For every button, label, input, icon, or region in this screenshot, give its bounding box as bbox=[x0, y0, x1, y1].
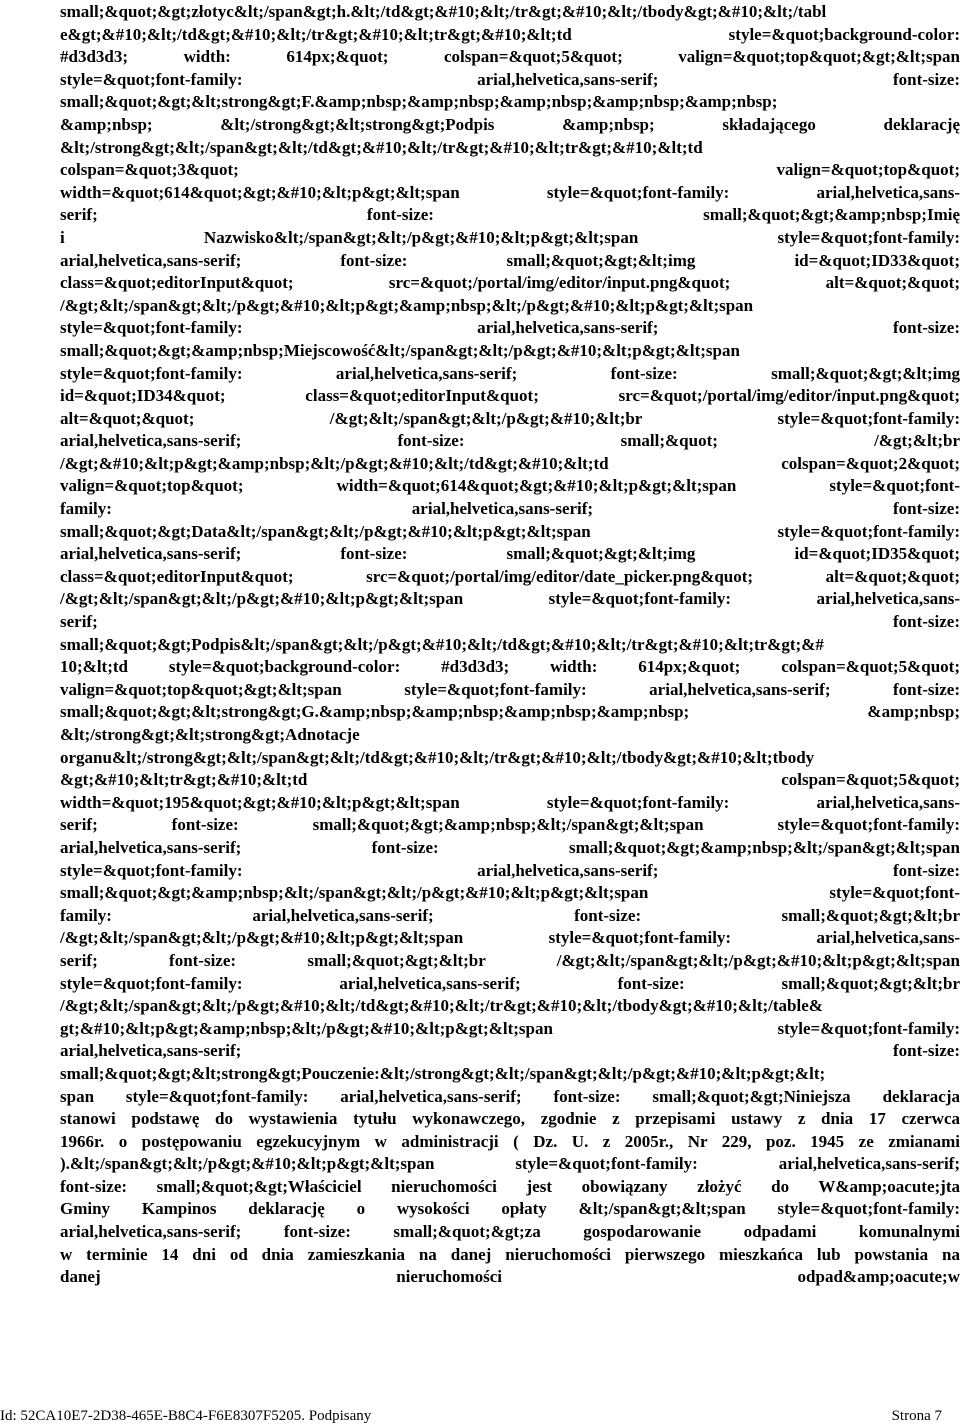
document-line: small;&quot;&gt;złotyc&lt;/span&gt;h.&lt;/td&gt;&#10;&lt;/tr&gt;&#10;&lt;/tbody&gt;&#10;&lt;/tabl bbox=[60, 2, 827, 21]
document-line: serif; font-size: small;&quot;&gt;&amp;nbsp;Imię bbox=[60, 205, 960, 225]
document-line: arial,helvetica,sans-serif; font-size: small;&quot;&gt;za gospodarowanie odpadami komunalnymi bbox=[60, 1222, 960, 1242]
document-line: ).&lt;/span&gt;&lt;/p&gt;&#10;&lt;p&gt;&lt;span style=&quot;font-family: arial,helvetica,sans-serif; bbox=[60, 1154, 960, 1174]
document-line: #d3d3d3; width: 614px;&quot; colspan=&quot;5&quot; valign=&quot;top&quot;&gt;&lt;span bbox=[60, 47, 960, 67]
document-line: colspan=&quot;3&quot; valign=&quot;top&quot; bbox=[60, 160, 960, 180]
page-footer bbox=[0, 1408, 960, 1428]
document-line: &amp;nbsp; &lt;/strong&gt;&lt;strong&gt;Podpis &amp;nbsp; składającego deklarację bbox=[60, 114, 960, 134]
page-number: Strona 7 bbox=[891, 1408, 942, 1424]
document-line: arial,helvetica,sans-serif; font-size: small;&quot;&gt;&lt;img id=&quot;ID35&quot; bbox=[60, 544, 960, 564]
document-line: class=&quot;editorInput&quot; src=&quot;/portal/img/editor/date_picker.png&quot; alt=&quot;&quot; bbox=[60, 566, 960, 586]
document-line: Gminy Kampinos deklarację o wysokości opłaty &lt;/span&gt;&lt;span style=&quot;font-family: bbox=[60, 1199, 960, 1219]
document-line: gt;&#10;&lt;p&gt;&amp;nbsp;&lt;/p&gt;&#10;&lt;p&gt;&lt;span style=&quot;font-family: bbox=[60, 1018, 960, 1038]
document-line: stanowi podstawę do wystawienia tytułu wykonawczego, zgodnie z przepisami ustawy z dnia 17 czerwca bbox=[60, 1109, 960, 1129]
document-line: small;&quot;&gt;&amp;nbsp;Miejscowość&lt;/span&gt;&lt;/p&gt;&#10;&lt;p&gt;&lt;span bbox=[60, 340, 740, 360]
document-line: style=&quot;font-family: arial,helvetica,sans-serif; font-size: small;&quot;&gt;&lt;br bbox=[60, 973, 960, 993]
document-line: serif; font-size: small;&quot;&gt;&lt;br /&gt;&lt;/span&gt;&lt;/p&gt;&#10;&lt;p&gt;&lt;span bbox=[60, 950, 960, 970]
document-line: i Nazwisko&lt;/span&gt;&lt;/p&gt;&#10;&lt;p&gt;&lt;span style=&quot;font-family: bbox=[60, 227, 960, 247]
document-line: small;&quot;&gt;Podpis&lt;/span&gt;&lt;/p&gt;&#10;&lt;/td&gt;&#10;&lt;/tr&gt;&#10;&lt;tr&gt;&# bbox=[60, 634, 824, 654]
document-line: valign=&quot;top&quot;&gt;&lt;span style=&quot;font-family: arial,helvetica,sans-serif; font-size: bbox=[60, 679, 960, 699]
document-line: /&gt;&lt;/span&gt;&lt;/p&gt;&#10;&lt;p&gt;&lt;span style=&quot;font-family: arial,helvetica,sans- bbox=[60, 589, 960, 609]
document-line: arial,helvetica,sans-serif; font-size: small;&quot; /&gt;&lt;br bbox=[60, 431, 960, 451]
document-line: small;&quot;&gt;&lt;strong&gt;F.&amp;nbsp;&amp;nbsp;&amp;nbsp;&amp;nbsp;&amp;nbsp; bbox=[60, 92, 778, 112]
document-line: arial,helvetica,sans-serif; font-size: bbox=[60, 1041, 960, 1061]
document-line: span style=&quot;font-family: arial,helvetica,sans-serif; font-size: small;&quot;&gt;Niniejsza deklaracja bbox=[60, 1086, 960, 1106]
document-line: e&gt;&#10;&lt;/td&gt;&#10;&lt;/tr&gt;&#10;&lt;tr&gt;&#10;&lt;td style=&quot;background-color: bbox=[60, 24, 960, 44]
document-line: 10;&lt;td style=&quot;background-color: #d3d3d3; width: 614px;&quot; colspan=&quot;5&quot; bbox=[60, 657, 960, 677]
document-line: /&gt;&#10;&lt;p&gt;&amp;nbsp;&lt;/p&gt;&#10;&lt;/td&gt;&#10;&lt;td colspan=&quot;2&quot; bbox=[60, 453, 960, 473]
document-line: /&gt;&lt;/span&gt;&lt;/p&gt;&#10;&lt;p&gt;&lt;span style=&quot;font-family: arial,helvetica,sans- bbox=[60, 928, 960, 948]
document-line: family: arial,helvetica,sans-serif; font-size: small;&quot;&gt;&lt;br bbox=[60, 905, 960, 925]
document-line: /&gt;&lt;/span&gt;&lt;/p&gt;&#10;&lt;p&gt;&amp;nbsp;&lt;/p&gt;&#10;&lt;p&gt;&lt;span bbox=[60, 295, 754, 315]
document-line: danej nieruchomości odpad&amp;oacute;w bbox=[60, 1267, 960, 1287]
document-line: &gt;&#10;&lt;tr&gt;&#10;&lt;td colspan=&quot;5&quot; bbox=[60, 770, 960, 790]
document-line: style=&quot;font-family: arial,helvetica,sans-serif; font-size: bbox=[60, 69, 960, 89]
document-line: small;&quot;&gt;Data&lt;/span&gt;&lt;/p&gt;&#10;&lt;p&gt;&lt;span style=&quot;font-family: bbox=[60, 521, 960, 541]
document-line: valign=&quot;top&quot; width=&quot;614&quot;&gt;&#10;&lt;p&gt;&lt;span style=&quot;font- bbox=[60, 476, 960, 496]
document-line: arial,helvetica,sans-serif; font-size: small;&quot;&gt;&lt;img id=&quot;ID33&quot; bbox=[60, 250, 960, 270]
document-line: /&gt;&lt;/span&gt;&lt;/p&gt;&#10;&lt;/td&gt;&#10;&lt;/tr&gt;&#10;&lt;/tbody&gt;&#10;&lt;/table& bbox=[60, 996, 823, 1016]
document-line: serif; font-size: small;&quot;&gt;&amp;nbsp;&lt;/span&gt;&lt;span style=&quot;font-family: bbox=[60, 815, 960, 835]
document-id-text: Id: 52CA10E7-2D38-465E-B8C4-F6E8307F5205. Podpisany bbox=[0, 1408, 372, 1424]
document-line: style=&quot;font-family: arial,helvetica,sans-serif; font-size: small;&quot;&gt;&lt;img bbox=[60, 363, 960, 383]
document-line: small;&quot;&gt;&lt;strong&gt;G.&amp;nbsp;&amp;nbsp;&amp;nbsp;&amp;nbsp; &amp;nbsp; bbox=[60, 702, 960, 722]
document-line: organu&lt;/strong&gt;&lt;/span&gt;&lt;/td&gt;&#10;&lt;/tr&gt;&#10;&lt;/tbody&gt;&#10;&lt;tbody bbox=[60, 747, 815, 767]
document-line: style=&quot;font-family: arial,helvetica,sans-serif; font-size: bbox=[60, 318, 960, 338]
document-line: width=&quot;195&quot;&gt;&#10;&lt;p&gt;&lt;span style=&quot;font-family: arial,helvetica,sans- bbox=[60, 792, 960, 812]
document-line: alt=&quot;&quot; /&gt;&lt;/span&gt;&lt;/p&gt;&#10;&lt;br style=&quot;font-family: bbox=[60, 408, 960, 428]
document-line: 1966r. o postępowaniu egzekucyjnym w administracji ( Dz. U. z 2005r., Nr 229, poz. 1945 ze zmianami bbox=[60, 1131, 960, 1151]
document-line: w terminie 14 dni od dnia zamieszkania na danej nieruchomości pierwszego mieszkańca lub powstania na bbox=[60, 1244, 960, 1264]
document-line: id=&quot;ID34&quot; class=&quot;editorInput&quot; src=&quot;/portal/img/editor/input.png&quot; bbox=[60, 386, 960, 406]
document-line: width=&quot;614&quot;&gt;&#10;&lt;p&gt;&lt;span style=&quot;font-family: arial,helvetica,sans- bbox=[60, 182, 960, 202]
document-line: &lt;/strong&gt;&lt;strong&gt;Adnotacje bbox=[60, 725, 360, 744]
document-line: arial,helvetica,sans-serif; font-size: small;&quot;&gt;&amp;nbsp;&lt;/span&gt;&lt;span bbox=[60, 837, 960, 857]
document-body bbox=[60, 1, 960, 1289]
document-line: style=&quot;font-family: arial,helvetica,sans-serif; font-size: bbox=[60, 860, 960, 880]
document-line: family: arial,helvetica,sans-serif; font-size: bbox=[60, 499, 960, 519]
document-line: small;&quot;&gt;&lt;strong&gt;Pouczenie:&lt;/strong&gt;&lt;/span&gt;&lt;/p&gt;&#10;&lt;p&gt;&lt; bbox=[60, 1063, 826, 1083]
document-line: &lt;/strong&gt;&lt;/span&gt;&lt;/td&gt;&#10;&lt;/tr&gt;&#10;&lt;tr&gt;&#10;&lt;td bbox=[60, 137, 703, 157]
document-line: serif; font-size: bbox=[60, 612, 960, 632]
document-line: small;&quot;&gt;&amp;nbsp;&lt;/span&gt;&lt;/p&gt;&#10;&lt;p&gt;&lt;span style=&quot;font- bbox=[60, 883, 960, 903]
document-line: font-size: small;&quot;&gt;Właściciel nieruchomości jest obowiązany złożyć do W&amp;oacute;jta bbox=[60, 1176, 960, 1196]
document-line: class=&quot;editorInput&quot; src=&quot;/portal/img/editor/input.png&quot; alt=&quot;&quot; bbox=[60, 273, 960, 293]
